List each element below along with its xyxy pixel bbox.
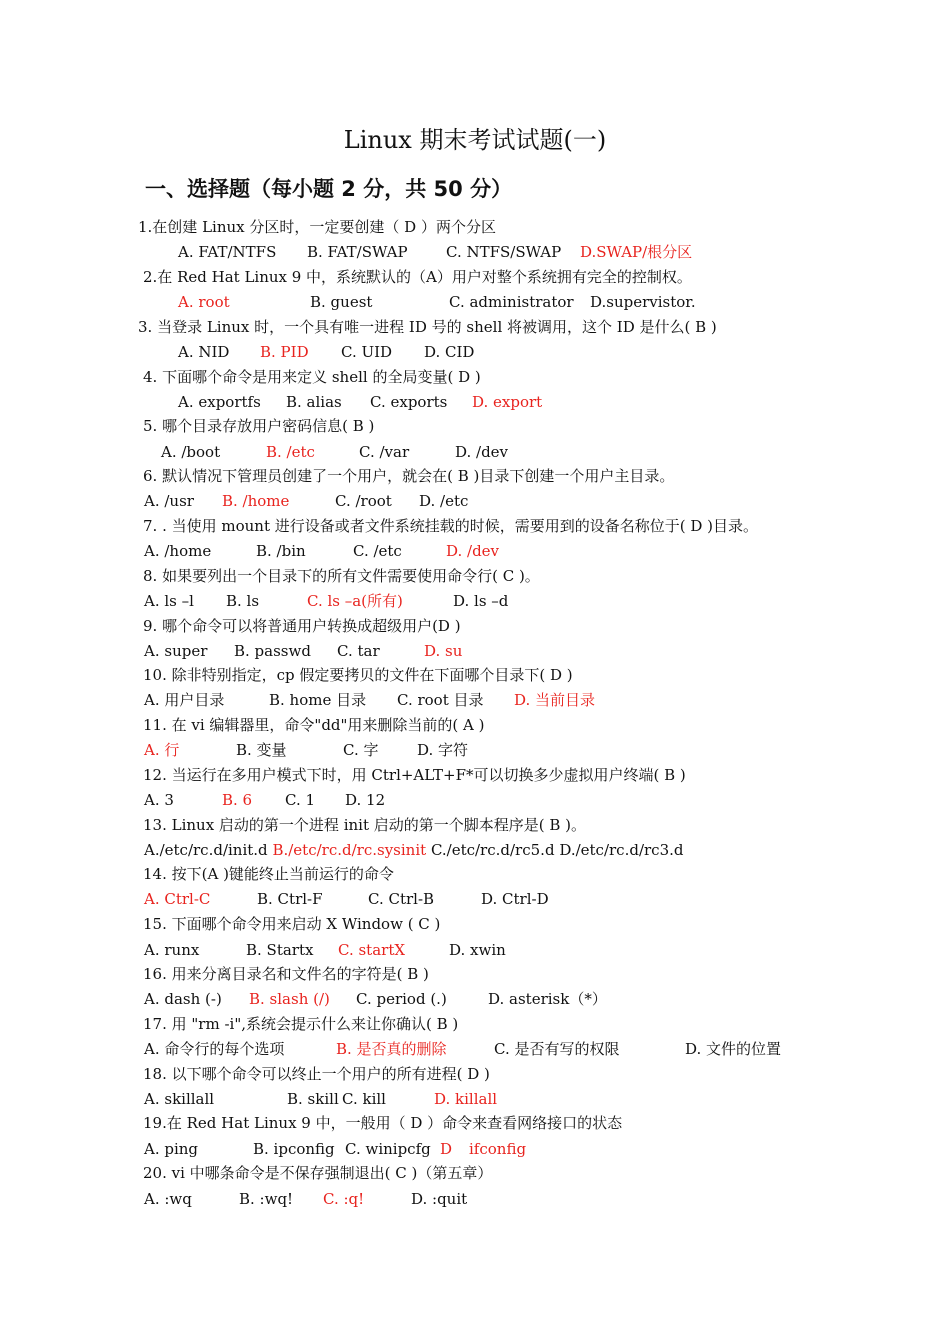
option-c: C. /var: [359, 443, 410, 461]
option-d: D. su: [424, 642, 463, 660]
option-d: D. export: [472, 393, 543, 411]
option-d: D. 当前目录: [514, 691, 596, 709]
option-c: C. kill: [342, 1090, 386, 1108]
option-b: B. /home: [222, 492, 290, 510]
option-d: D. asterisk（*）: [488, 990, 607, 1008]
options-row: [0, 1088, 950, 1110]
option-d: D. 字符: [417, 741, 469, 759]
question-text: 9. 哪个命令可以将普通用户转换成超级用户(D ): [143, 617, 461, 635]
option-d: D. /etc: [419, 492, 469, 510]
option-a: A. NID: [178, 343, 230, 361]
option-d: ifconfig: [469, 1140, 527, 1158]
option-c: C. startX: [338, 941, 406, 959]
options-row: [0, 1038, 950, 1060]
option-c: C. 1: [285, 791, 316, 809]
option-b: B. home 目录: [269, 691, 367, 709]
option-b: B. 是否真的删除: [336, 1040, 447, 1058]
option-d: D. xwin: [449, 941, 506, 959]
question-text: 8. 如果要列出一个目录下的所有文件需要使用命令行( C )。: [143, 567, 540, 585]
question-text: 10. 除非特别指定，cp 假定要拷贝的文件在下面哪个目录下( D ): [143, 666, 573, 684]
option-c: C. /etc: [353, 542, 402, 560]
options-row: [0, 241, 950, 263]
options-row: [0, 291, 950, 313]
option-a: A. runx: [144, 941, 200, 959]
option-a: A. /home: [144, 542, 212, 560]
options-row: [0, 689, 950, 711]
options-row: [0, 590, 950, 612]
section-heading: 一、选择题（每小题 2 分，共 50 分）: [145, 177, 513, 201]
option-b: B. /etc: [266, 443, 315, 461]
option-c: C. exports: [370, 393, 448, 411]
question-text: 17. 用 "rm -i",系统会提示什么来让你确认( B ): [143, 1015, 459, 1033]
option-c: C. :q!: [323, 1190, 365, 1208]
options-row: [0, 391, 950, 413]
option-b: B. 6: [222, 791, 253, 809]
option-c: C. 是否有写的权限: [494, 1040, 620, 1058]
options-row: [0, 739, 950, 761]
option-a: A. root: [178, 293, 230, 311]
question-text: 7. . 当使用 mount 进行设备或者文件系统挂载的时候，需要用到的设备名称位于( D )目录。: [143, 517, 759, 535]
options-row: [0, 490, 950, 512]
option-d: D. 文件的位置: [685, 1040, 782, 1058]
option-b: B. /bin: [256, 542, 306, 560]
option-c: C. NTFS/SWAP: [446, 243, 562, 261]
question-text: 15. 下面哪个命令用来启动 X Window ( C ): [143, 915, 441, 933]
option-b: B. skill: [287, 1090, 339, 1108]
option-b: B. PID: [260, 343, 309, 361]
options-row: [144, 839, 683, 861]
option-a: A. 行: [144, 741, 180, 759]
question-text: 18. 以下哪个命令可以终止一个用户的所有进程( D ): [143, 1065, 490, 1083]
question-text: 6. 默认情况下管理员创建了一个用户，就会在( B )目录下创建一个用户主目录。: [143, 467, 675, 485]
option-b: B. ls: [226, 592, 260, 610]
option-d: D. CID: [424, 343, 475, 361]
option-c: C. administrator: [449, 293, 574, 311]
option-b: B. alias: [286, 393, 342, 411]
option-b: B. Startx: [246, 941, 314, 959]
option-a: A./etc/rc.d/init.d: [144, 841, 268, 859]
option-c: C. root 目录: [397, 691, 484, 709]
option-d: D. :quit: [411, 1190, 468, 1208]
option-a: A. 命令行的每个选项: [144, 1040, 285, 1058]
question-text: 3. 当登录 Linux 时，一个具有唯一进程 ID 号的 shell 将被调用，这个 ID 是什么( B ): [138, 318, 717, 336]
option-d: D. Ctrl-D: [481, 890, 549, 908]
option-b: B. 变量: [236, 741, 287, 759]
option-a: A. /boot: [161, 443, 221, 461]
options-row: [0, 789, 950, 811]
question-text: 14. 按下(A )键能终止当前运行的命令: [143, 865, 394, 883]
option-a: A. FAT/NTFS: [178, 243, 277, 261]
option-b: B. ipconfig: [253, 1140, 335, 1158]
question-text: 1.在创建 Linux 分区时，一定要创建（ D ）两个分区: [138, 218, 496, 236]
options-row: [0, 540, 950, 562]
option-d: D. killall: [434, 1090, 498, 1108]
options-row: [0, 1188, 950, 1210]
option-d: D. /dev: [446, 542, 500, 560]
question-text: 2.在 Red Hat Linux 9 中，系统默认的（A）用户对整个系统拥有完全的控制权。: [143, 268, 692, 286]
option-d: D. ls –d: [453, 592, 509, 610]
option-d: D. /dev: [455, 443, 509, 461]
option-c: C. ls –a(所有): [307, 592, 403, 610]
option-b: B./etc/rc.d/rc.sysinit: [272, 841, 427, 859]
option-b: B. passwd: [234, 642, 311, 660]
option-b: B. :wq!: [239, 1190, 294, 1208]
page-title: Linux 期末考试试题(一): [343, 126, 607, 154]
option-a: A. 3: [144, 791, 174, 809]
option-a: A. Ctrl-C: [144, 890, 211, 908]
options-row: [0, 640, 950, 662]
option-a: A. 用户目录: [144, 691, 225, 709]
option-a: A. super: [144, 642, 208, 660]
option-a: A. dash (-): [144, 990, 222, 1008]
option-c: C. /root: [335, 492, 392, 510]
question-text: 11. 在 vi 编辑器里，命令"dd"用来删除当前的( A ): [143, 716, 485, 734]
option-a: A. exportfs: [178, 393, 261, 411]
option-c: C./etc/rc.d/rc5.d: [430, 841, 555, 859]
option-d: D./etc/rc.d/rc3.d: [559, 841, 684, 859]
question-text: 12. 当运行在多用户模式下时，用 Ctrl+ALT+F*可以切换多少虚拟用户终端( B ): [143, 766, 686, 784]
option-d: D.SWAP/根分区: [580, 243, 693, 261]
option-b: B. slash (/): [249, 990, 330, 1008]
option-c: C. Ctrl-B: [368, 890, 435, 908]
option-c: C. UID: [341, 343, 393, 361]
option-d: D: [440, 1140, 453, 1158]
options-row: [0, 341, 950, 363]
options-row: [0, 441, 950, 463]
question-text: 19.在 Red Hat Linux 9 中，一般用（ D ）命令来查看网络接口的状态: [143, 1114, 623, 1132]
option-c: C. period (.): [356, 990, 447, 1008]
option-a: A. skillall: [144, 1090, 215, 1108]
option-a: A. /usr: [144, 492, 194, 510]
option-c: C. winipcfg: [345, 1140, 431, 1158]
options-row: [0, 939, 950, 961]
option-c: C. tar: [337, 642, 380, 660]
option-a: A. ping: [144, 1140, 199, 1158]
question-text: 13. Linux 启动的第一个进程 init 启动的第一个脚本程序是( B )。: [143, 816, 587, 834]
option-d: D.supervistor.: [590, 293, 696, 311]
options-row: [0, 1138, 950, 1160]
option-d: D. 12: [345, 791, 386, 809]
option-c: C. 字: [343, 741, 379, 759]
option-b: B. FAT/SWAP: [307, 243, 408, 261]
question-text: 20. vi 中哪条命令是不保存强制退出( C )（第五章）: [143, 1164, 493, 1182]
option-a: A. ls –l: [144, 592, 194, 610]
option-a: A. :wq: [144, 1190, 192, 1208]
question-text: 16. 用来分离目录名和文件名的字符是( B ): [143, 965, 429, 983]
question-text: 5. 哪个目录存放用户密码信息( B ): [143, 417, 375, 435]
option-b: B. guest: [310, 293, 373, 311]
question-text: 4. 下面哪个命令是用来定义 shell 的全局变量( D ): [143, 368, 481, 386]
options-row: [0, 988, 950, 1010]
option-b: B. Ctrl-F: [257, 890, 323, 908]
options-row: [0, 888, 950, 910]
